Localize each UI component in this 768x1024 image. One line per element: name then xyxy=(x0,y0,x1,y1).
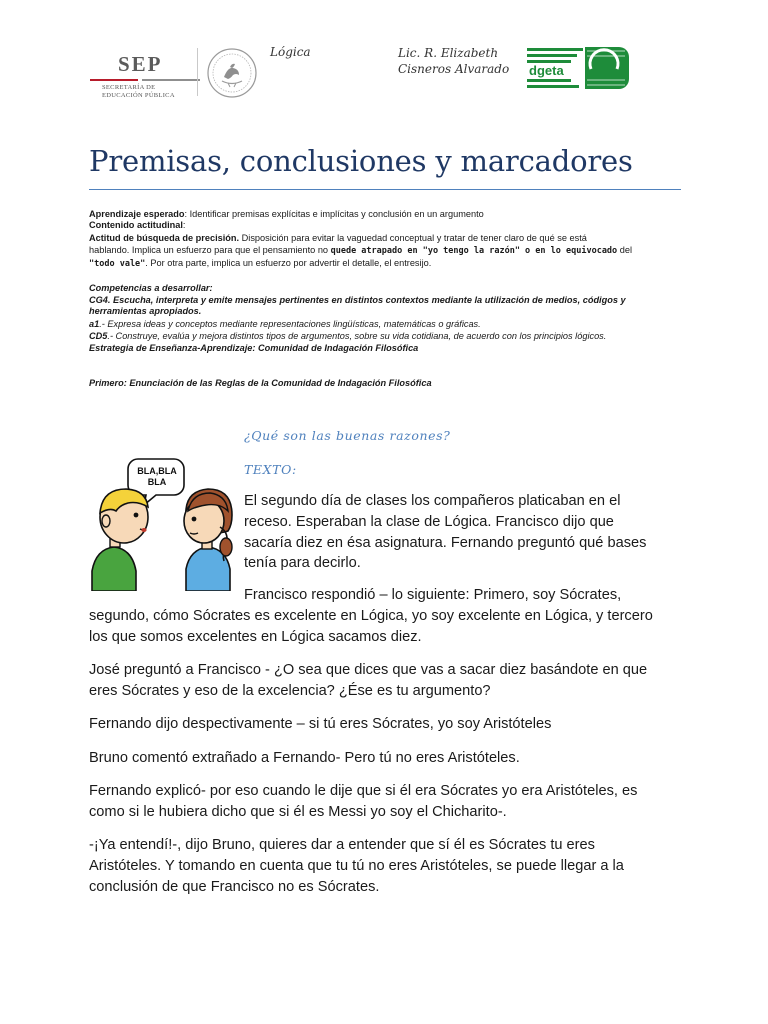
sep-logo-word: SEP xyxy=(118,52,163,76)
paragraph-5-line-1: Bruno comentó extrañado a Fernando- Pero tú no eres Aristóteles. xyxy=(89,750,520,766)
paragraph-7-line-1: -¡Ya entendí!-, dijo Bruno, quieres dar a entender que sí él es Sócrates tu eres xyxy=(89,837,595,853)
paragraph-3-line-1: José preguntó a Francisco - ¿O sea que dices que vas a sacar diez basándote en que xyxy=(89,662,648,678)
actitud-line-2 xyxy=(89,245,632,258)
competencias-heading-text: Competencias a desarrollar xyxy=(89,283,210,293)
actitud-label: Actitud de búsqueda de precisión. xyxy=(89,233,240,243)
teacher-name xyxy=(398,45,509,77)
actitud-quote-1: quede atrapado en "yo tengo la razón" o en lo equivocado xyxy=(330,246,618,256)
estrategia-text: : Comunidad de Indagación Filosófica xyxy=(252,343,419,353)
actitud-text-2a: hablando. Implica un esfuerzo para que el pensamiento no xyxy=(89,245,331,255)
estrategia-line xyxy=(89,343,418,355)
sep-logo-sub-line-2: EDUCACIÓN PÚBLICA xyxy=(102,92,175,99)
paragraph-7-line-3: conclusión de que Francisco no es Sócrates. xyxy=(89,878,380,895)
dgeta-logo xyxy=(525,45,629,91)
paragraph-2-line-2: segundo, cómo Sócrates es excelente en Lógica, yo soy excelente en Lógica, y tercero xyxy=(89,608,653,624)
dgeta-logo-text: dgeta xyxy=(529,63,564,78)
actitud-text-2b: del xyxy=(617,245,632,255)
sep-logo xyxy=(90,52,200,100)
paragraph-1-line-4: tenía para decirlo. xyxy=(244,555,361,572)
teacher-name-line-2: Cisneros Alvarado xyxy=(398,62,510,76)
speech-bubble-text-2: BLA xyxy=(147,477,167,487)
actitud-text-3: . Por otra parte, implica un esfuerzo por advertir el detalle, el entresijo. xyxy=(145,258,432,268)
paragraph-7 xyxy=(89,835,679,897)
a1-text: .- Expresa ideas y conceptos mediante representaciones lingüísticas, matemáticas o gráficas. xyxy=(99,319,481,329)
paragraph-3-line-2: eres Sócrates y eso de la excelencia? ¿Ése es tu argumento? xyxy=(89,682,491,699)
paragraph-1-line-3: sacaría diez en ésa asignatura. Fernando preguntó qué bases xyxy=(244,534,647,551)
paragraph-6 xyxy=(89,781,679,823)
teacher-name-line-1: Lic. R. Elizabeth xyxy=(398,46,499,60)
paragraph-2-line-1: Francisco respondió – lo siguiente: Primero, soy Sócrates, xyxy=(244,587,622,603)
contenido-label: Contenido actitudinal xyxy=(89,220,183,230)
estrategia-label: Estrategia de Enseñanza-Aprendizaje xyxy=(89,343,253,353)
sep-logo-sub-line-1: SECRETARÍA DE xyxy=(102,84,156,91)
competencias-heading-colon: : xyxy=(209,283,213,293)
paragraph-4 xyxy=(89,714,679,735)
a1-label: a1 xyxy=(89,319,100,329)
paragraph-1-line-2: receso. Esperaban la clase de Lógica. Francisco dijo que xyxy=(244,513,614,530)
sep-logo-subtitle xyxy=(102,84,175,100)
aprendizaje-label: Aprendizaje esperado xyxy=(89,209,185,219)
paragraph-1-line-1: El segundo día de clases los compañeros platicaban en el xyxy=(244,493,621,509)
cd5-label: CD5 xyxy=(89,331,108,341)
aprendizaje-text: : Identificar premisas explícitas e implícitas y conclusión en un argumento xyxy=(184,209,484,219)
paragraph-3 xyxy=(89,660,679,702)
paragraph-6-line-1: Fernando explicó- por eso cuando le dije que si él era Sócrates yo era Aristóteles, es xyxy=(89,783,638,799)
sep-logo-red-bar xyxy=(90,79,138,81)
paragraph-7-line-2: Aristóteles. Y tomando en cuenta que tu tú no eres Aristóteles, se puede llegar a la xyxy=(89,857,624,874)
cd5-text: .- Construye, evalúa y mejora distintos tipos de argumentos, sobre su vida cotidiana, de acuerdo con los principios lógicos. xyxy=(107,331,607,341)
competencias-heading xyxy=(89,283,213,295)
cg4-line-2: herramientas apropiados. xyxy=(89,306,202,316)
title-underline xyxy=(89,189,681,190)
boy-figure xyxy=(92,489,148,591)
a1-line xyxy=(89,319,481,331)
primero-line: Primero: Enunciación de las Reglas de la Comunidad de Indagación Filosófica xyxy=(89,378,432,388)
sep-logo-grey-bar xyxy=(142,79,200,81)
paragraph-1 xyxy=(244,491,679,574)
mexico-seal-icon xyxy=(206,47,258,99)
actitud-text-1: Disposición para evitar la vaguedad conceptual y tratar de tener claro de qué se está xyxy=(239,233,587,243)
cd5-line xyxy=(89,331,606,343)
paragraph-4-line-1: Fernando dijo despectivamente – si tú eres Sócrates, yo soy Aristóteles xyxy=(89,716,552,732)
header-divider xyxy=(197,48,198,96)
page-title: Premisas, conclusiones y marcadores xyxy=(89,144,633,178)
actitud-line-3 xyxy=(89,258,431,271)
paragraph-2-rest xyxy=(89,606,679,648)
contenido-colon: : xyxy=(182,220,186,230)
paragraph-5 xyxy=(89,748,679,769)
actitud-quote-2: "todo vale" xyxy=(89,259,146,269)
cg4-line-1: CG4. Escucha, interpreta y emite mensajes pertinentes en distintos contextos mediante la utilización de medios, códigos y xyxy=(89,295,626,305)
texto-label: TEXTO: xyxy=(244,462,297,477)
girl-figure xyxy=(184,489,232,591)
contenido-line xyxy=(89,220,185,232)
paragraph-6-line-2: como si le hubiera dicho que si él es Messi yo soy el Chicharito-. xyxy=(89,803,507,820)
question-heading: ¿Qué son las buenas razones? xyxy=(244,428,451,443)
two-kids-talking-illustration xyxy=(90,455,236,591)
speech-bubble-text: BLA,BLA xyxy=(137,466,177,476)
actitud-line-1 xyxy=(89,233,587,245)
subject-label: Lógica xyxy=(270,45,311,59)
aprendizaje-line xyxy=(89,209,484,221)
paragraph-2-line-3: los que somos excelentes en Lógica sacamos diez. xyxy=(89,628,422,645)
